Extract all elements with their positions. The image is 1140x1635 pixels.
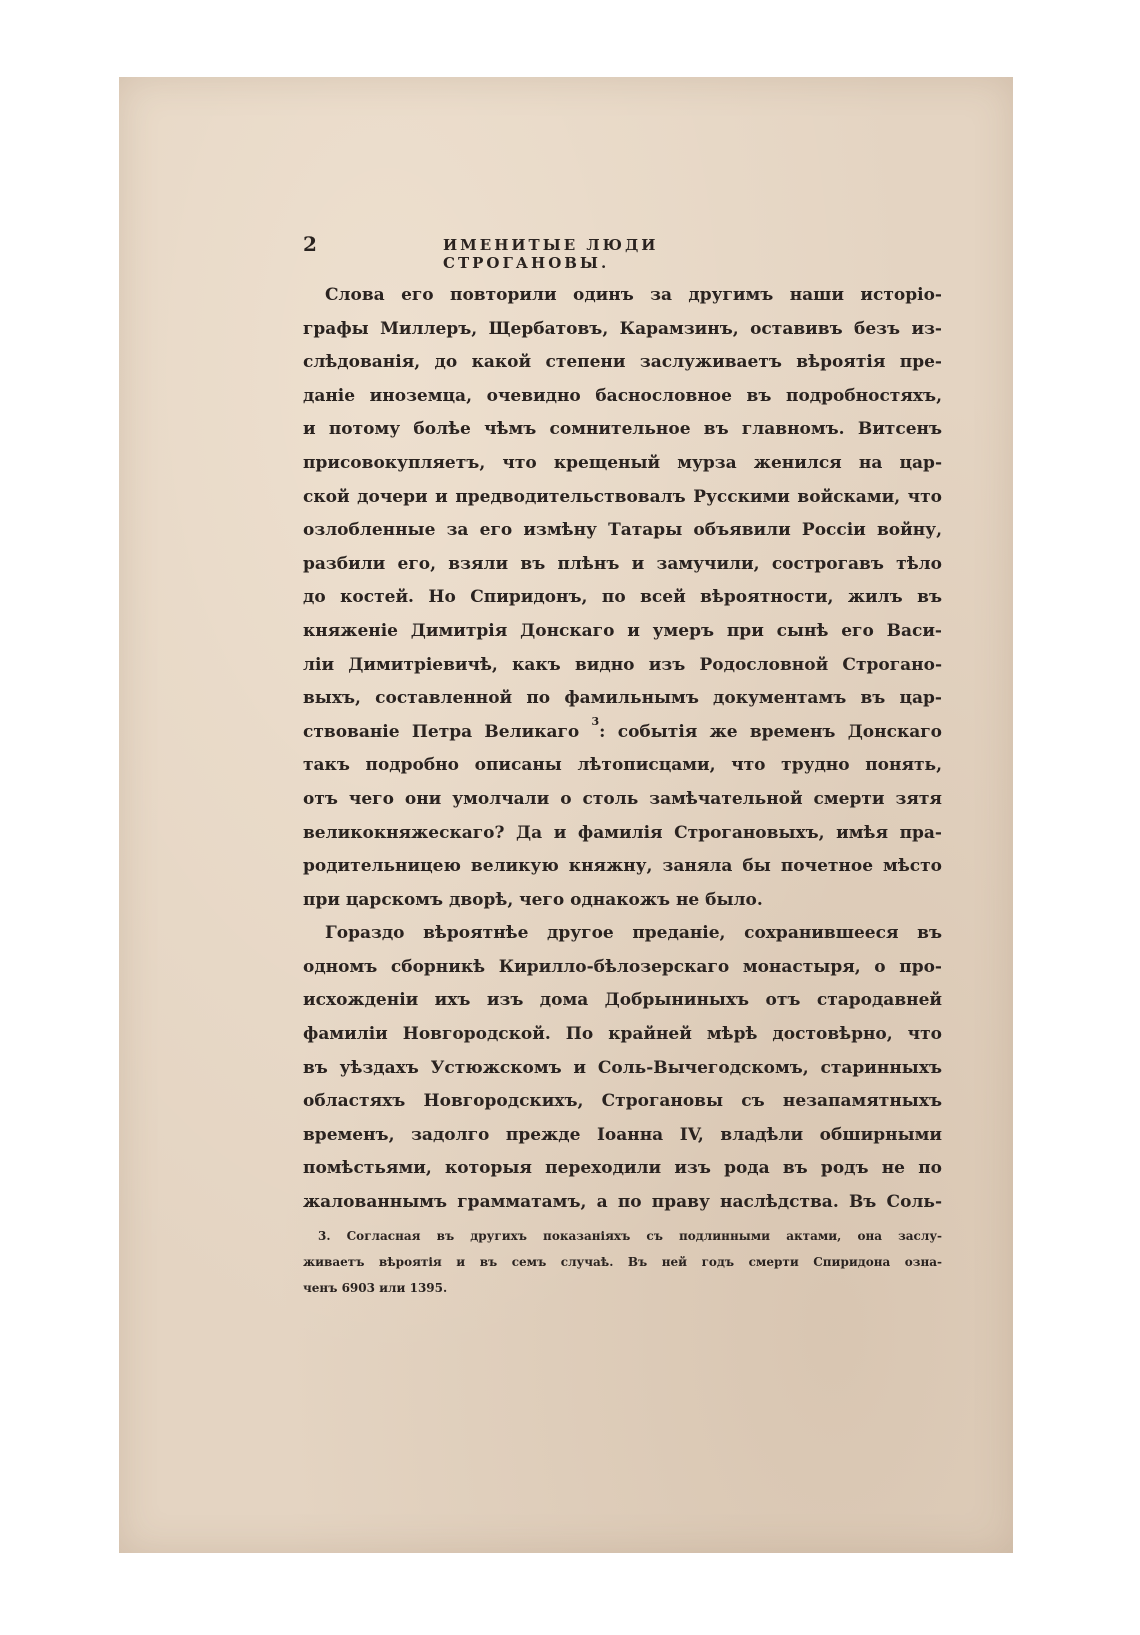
text-line: такъ подробно описаны лѣтописцами, что трудно понять, — [303, 755, 942, 776]
text-line: и потому болѣе чѣмъ сомнительное въ главномъ. Витсенъ — [303, 419, 942, 440]
running-head — [303, 232, 811, 272]
text-line: до костей. Но Спиридонъ, по всей вѣроятности, жилъ въ — [303, 587, 942, 608]
text-line: областяхъ Новгородскихъ, Строгановы съ незапамятныхъ — [303, 1091, 942, 1112]
footnote — [303, 1223, 942, 1301]
text-line: при царскомъ дворѣ, чего однакожъ не было. — [303, 889, 763, 910]
text-line: выхъ, составленной по фамильнымъ документамъ въ цар- — [303, 688, 942, 709]
text-line: ліи Димитріевичѣ, какъ видно изъ Родословной Строгано- — [303, 654, 942, 675]
text-line: помѣстьями, которыя переходили изъ рода въ родъ не по — [303, 1158, 942, 1179]
text-line: графы Миллеръ, Щербатовъ, Карамзинъ, оставивъ безъ из- — [303, 318, 942, 339]
text-line: въ уѣздахъ Устюжскомъ и Соль-Вычегодскомъ, старинныхъ — [303, 1057, 942, 1078]
footnote-line: ченъ 6903 или 1395. — [303, 1281, 448, 1295]
text-line: присовокупляетъ, что крещеный мурза женился на цар- — [303, 452, 942, 473]
footnote-reference: 3 — [591, 715, 600, 728]
footnote-line: 3. Согласная въ другихъ показаніяхъ съ подлинными актами, она заслу- — [318, 1229, 942, 1243]
text-line: временъ, задолго прежде Іоанна IV, владѣли обширными — [303, 1124, 942, 1145]
text-line: отъ чего они умолчали о столь замѣчательной смерти зятя — [303, 788, 942, 809]
text-line-with-footnote-ref — [303, 716, 942, 750]
text-fragment: : событія же временъ Донскаго — [599, 721, 942, 742]
text-line: Слова его повторили одинъ за другимъ наши исторіо- — [325, 285, 942, 305]
text-line: княженіе Димитрія Донскаго и умеръ при сынѣ его Васи- — [303, 620, 942, 641]
text-line: одномъ сборникѣ Кирилло-бѣлозерскаго монастыря, о про- — [303, 956, 942, 977]
paragraph-2 — [303, 917, 942, 1219]
text-line: исхожденіи ихъ изъ дома Добрыниныхъ отъ стародавней — [303, 990, 942, 1011]
text-line: разбили его, взяли въ плѣнъ и замучили, сострогавъ тѣло — [303, 553, 942, 574]
paragraph-1 — [303, 279, 942, 917]
text-line: Гораздо вѣроятнѣе другое преданіе, сохранившееся въ — [325, 923, 942, 944]
text-line: ской дочери и предводительствовалъ Русскими войсками, что — [303, 486, 942, 507]
text-line: даніе иноземца, очевидно баснословное въ подробностяхъ, — [303, 385, 942, 406]
text-fragment: ствованіе Петра Великаго — [303, 721, 580, 742]
page-number: 2 — [303, 232, 317, 256]
text-line: родительницею великую княжну, заняла бы почетное мѣсто — [303, 856, 942, 877]
text-line: озлобленные за его измѣну Татары объявили Россіи войну, — [303, 520, 942, 541]
text-line: слѣдованія, до какой степени заслуживаетъ вѣроятія пре- — [303, 352, 942, 373]
body-text — [303, 279, 942, 1220]
text-line: фамиліи Новгородской. По крайней мѣрѣ достовѣрно, что — [303, 1024, 942, 1045]
text-line: великокняжескаго? Да и фамилія Строгановыхъ, имѣя пра- — [303, 822, 942, 843]
running-title: ИМЕНИТЫЕ ЛЮДИ СТРОГАНОВЫ. — [443, 236, 659, 272]
text-line: жалованнымъ грамматамъ, а по праву наслѣдства. Въ Соль- — [303, 1192, 942, 1213]
footnote-line: живаетъ вѣроятія и въ семъ случаѣ. Въ ней годъ смерти Спиридона озна- — [303, 1255, 942, 1269]
